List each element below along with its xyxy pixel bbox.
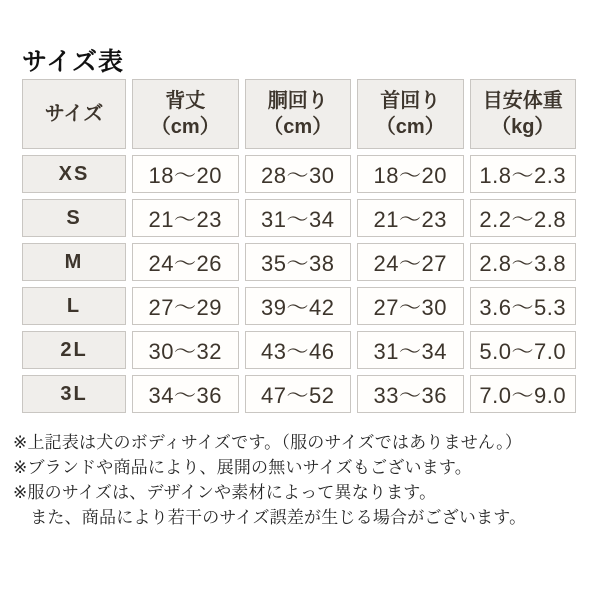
girth-value: 39～42 <box>245 287 352 325</box>
column-header-label: 背丈 <box>165 90 206 112</box>
neck-value: 18～20 <box>357 155 464 193</box>
footnote-body-size: ※上記表は犬のボディサイズです。（服のサイズではありません。） <box>13 433 523 452</box>
table-row-xs <box>22 155 576 193</box>
girth-value: 31～34 <box>245 199 352 237</box>
girth-value: 47～52 <box>245 375 352 413</box>
column-header-label: サイズ <box>44 103 104 125</box>
footnote-size-tolerance: また、商品により若干のサイズ誤差が生じる場合がございます。 <box>13 508 527 527</box>
size-label: M <box>22 243 126 281</box>
weight-value: 1.8～2.3 <box>470 155 577 193</box>
size-label: 2L <box>22 331 126 369</box>
column-header-label: 首回り <box>380 90 441 112</box>
neck-value: 21～23 <box>357 199 464 237</box>
neck-value: 24～27 <box>357 243 464 281</box>
size-label: S <box>22 199 126 237</box>
column-header-unit: （cm） <box>375 116 445 138</box>
weight-value: 5.0～7.0 <box>470 331 577 369</box>
table-row-s <box>22 199 576 237</box>
table-row-3l <box>22 375 576 413</box>
column-header-size <box>22 79 126 149</box>
back-length-value: 21～23 <box>132 199 239 237</box>
table-row-m <box>22 243 576 281</box>
neck-value: 31～34 <box>357 331 464 369</box>
table-row-2l <box>22 331 576 369</box>
footnote-size-availability: ※ブランドや商品により、展開の無いサイズもございます。 <box>13 458 472 477</box>
column-header-unit: （cm） <box>263 116 333 138</box>
column-header-weight <box>470 79 577 149</box>
neck-value: 33～36 <box>357 375 464 413</box>
table-row-l <box>22 287 576 325</box>
back-length-value: 27～29 <box>132 287 239 325</box>
footnote-size-varies: ※服のサイズは、デザインや素材によって異なります。 <box>13 483 437 502</box>
weight-value: 2.2～2.8 <box>470 199 577 237</box>
table-header-row <box>22 79 576 149</box>
weight-value: 3.6～5.3 <box>470 287 577 325</box>
girth-value: 43～46 <box>245 331 352 369</box>
page-title: サイズ表 <box>22 48 125 76</box>
column-header-unit: （cm） <box>150 116 220 138</box>
back-length-value: 18～20 <box>132 155 239 193</box>
column-header-neck <box>357 79 464 149</box>
back-length-value: 30～32 <box>132 331 239 369</box>
weight-value: 2.8～3.8 <box>470 243 577 281</box>
girth-value: 35～38 <box>245 243 352 281</box>
column-header-label: 目安体重 <box>482 90 563 112</box>
weight-value: 7.0～9.0 <box>470 375 577 413</box>
size-table <box>16 73 582 419</box>
column-header-unit: （kg） <box>491 116 555 138</box>
column-header-label: 胴回り <box>267 90 328 112</box>
girth-value: 28～30 <box>245 155 352 193</box>
footnotes <box>13 430 588 530</box>
size-label: L <box>22 287 126 325</box>
column-header-back-length <box>132 79 239 149</box>
back-length-value: 24～26 <box>132 243 239 281</box>
size-label: XS <box>22 155 126 193</box>
back-length-value: 34～36 <box>132 375 239 413</box>
column-header-girth <box>245 79 352 149</box>
neck-value: 27～30 <box>357 287 464 325</box>
size-label: 3L <box>22 375 126 413</box>
